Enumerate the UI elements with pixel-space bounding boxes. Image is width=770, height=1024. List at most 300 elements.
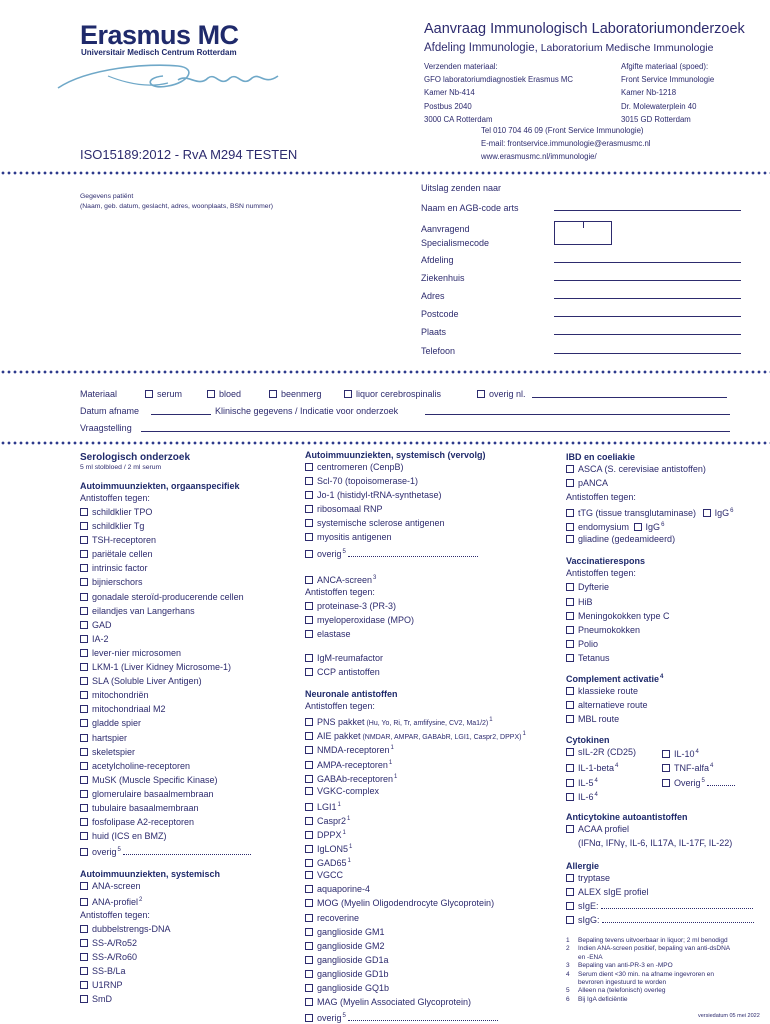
- checkbox-item[interactable]: [305, 1009, 563, 1023]
- checkbox[interactable]: [305, 463, 313, 471]
- send-line: GFO laboratoriumdiagnostiek Erasmus MC: [424, 75, 574, 85]
- checkbox[interactable]: [566, 715, 574, 723]
- item-label: schildklier Tg: [92, 521, 145, 532]
- checkbox[interactable]: [305, 956, 313, 964]
- checkbox-item[interactable]: [80, 519, 295, 533]
- checkbox-item[interactable]: [566, 476, 756, 490]
- checkbox-item[interactable]: [80, 547, 295, 561]
- subsection-sub: Antistoffen tegen:: [80, 493, 150, 503]
- checkbox-item[interactable]: [566, 637, 756, 651]
- footnote: [566, 954, 756, 962]
- checkbox-item[interactable]: [566, 774, 636, 788]
- checkbox[interactable]: [80, 705, 88, 713]
- checkbox[interactable]: [566, 640, 574, 648]
- item-label: hartspier: [92, 732, 128, 743]
- checkbox[interactable]: [305, 668, 313, 676]
- checkbox[interactable]: [80, 848, 88, 856]
- field-ziekenhuis-input[interactable]: [554, 280, 741, 281]
- checkbox-item[interactable]: [305, 784, 563, 798]
- checkbox[interactable]: [305, 505, 313, 513]
- subsection-title: [566, 674, 756, 684]
- item-label: IL-1-beta: [578, 763, 615, 774]
- checkbox[interactable]: [566, 598, 574, 606]
- footnote: [566, 945, 756, 953]
- checkbox-item[interactable]: [566, 745, 636, 759]
- checkbox-item[interactable]: [305, 868, 563, 882]
- erasmus-signature-logo: [48, 58, 288, 103]
- material-overig-input[interactable]: [532, 397, 727, 398]
- checkbox-item[interactable]: [305, 516, 563, 530]
- checkbox[interactable]: [305, 477, 313, 485]
- anca-list: [305, 599, 563, 641]
- checkbox-item[interactable]: [80, 964, 295, 978]
- checkbox-item[interactable]: [305, 854, 563, 868]
- footnotes: [566, 937, 756, 1004]
- deliver-line: Kamer Nb-1218: [621, 88, 677, 98]
- footnote-ref: 4: [695, 749, 699, 756]
- checkbox[interactable]: [305, 1014, 313, 1022]
- checkbox[interactable]: [80, 578, 88, 586]
- checkbox[interactable]: [80, 621, 88, 629]
- checkbox[interactable]: [305, 787, 313, 795]
- checkbox[interactable]: [305, 718, 313, 726]
- fill-line[interactable]: [707, 778, 735, 786]
- checkbox[interactable]: [566, 825, 574, 833]
- item-label: recoverine: [317, 912, 360, 923]
- footnote-ref: 1: [390, 745, 394, 752]
- checkbox[interactable]: [566, 479, 574, 487]
- checkbox[interactable]: [566, 583, 574, 591]
- checkbox-item[interactable]: [305, 530, 563, 544]
- neuro-list: [305, 713, 563, 1023]
- checkbox-item[interactable]: [566, 462, 756, 476]
- checkbox[interactable]: [566, 874, 574, 882]
- section-title: Serologisch onderzoek: [80, 452, 191, 463]
- checkbox[interactable]: [566, 612, 574, 620]
- subsection-sub: Antistoffen tegen:: [80, 909, 150, 920]
- checkbox[interactable]: [305, 761, 313, 769]
- checkbox-item[interactable]: [566, 580, 756, 594]
- deliver-line: Dr. Molewaterplein 40: [621, 101, 697, 111]
- checkbox-item[interactable]: [80, 978, 295, 992]
- item-label: IL-6: [578, 791, 594, 802]
- checkbox[interactable]: [566, 701, 574, 709]
- checkbox[interactable]: [80, 925, 88, 933]
- footnote-number: 3: [566, 962, 570, 970]
- question-label: Vraagstelling: [80, 423, 132, 433]
- item-label: overig: [92, 847, 117, 858]
- checkbox[interactable]: [80, 995, 88, 1003]
- footnote-ref: 1: [388, 759, 393, 766]
- checkbox[interactable]: [566, 902, 574, 910]
- email[interactable]: E-mail: frontservice.immunologie@erasmusmc.nl: [481, 139, 651, 149]
- checkbox-item[interactable]: [566, 913, 756, 927]
- vac-list: [566, 580, 756, 665]
- checkbox[interactable]: [80, 981, 88, 989]
- checkbox[interactable]: [80, 635, 88, 643]
- field-plaats-input[interactable]: [554, 334, 741, 335]
- item-label: ganglioside GD1b: [317, 968, 389, 979]
- checkbox-item[interactable]: [305, 651, 563, 665]
- checkbox-item[interactable]: [80, 829, 295, 843]
- checkbox-item[interactable]: [566, 759, 636, 773]
- dotted-divider: [0, 370, 770, 374]
- footnote-ref: 6: [730, 508, 734, 515]
- item-label: intrinsic factor: [92, 563, 148, 574]
- checkbox[interactable]: [269, 390, 277, 398]
- checkbox[interactable]: [305, 871, 313, 879]
- specialism-code-box[interactable]: [554, 221, 612, 245]
- checkbox[interactable]: [703, 509, 711, 517]
- checkbox[interactable]: [80, 818, 88, 826]
- checkbox-item[interactable]: [305, 627, 563, 641]
- deliver-address: [621, 60, 714, 126]
- checkbox-item[interactable]: [305, 840, 563, 854]
- checkbox-item[interactable]: [662, 759, 735, 773]
- checkbox[interactable]: [80, 691, 88, 699]
- checkbox[interactable]: [80, 719, 88, 727]
- subsection-title: Neuronale antistoffen: [305, 689, 398, 700]
- field-adres-input[interactable]: [554, 298, 741, 299]
- checkbox[interactable]: [80, 564, 88, 572]
- option-label: overig nl.: [489, 389, 526, 399]
- item-label: tubulaire basaalmembraan: [92, 802, 199, 813]
- checkbox[interactable]: [80, 762, 88, 770]
- item-label: gliadine (gedeamideerd): [578, 534, 676, 545]
- checkbox-item[interactable]: [80, 893, 295, 907]
- field-label-aanvragend: Aanvragend: [421, 224, 470, 234]
- checkbox[interactable]: [80, 939, 88, 947]
- checkbox[interactable]: [305, 746, 313, 754]
- checkbox[interactable]: [80, 898, 88, 906]
- checkbox[interactable]: [80, 967, 88, 975]
- checkbox-item[interactable]: [80, 922, 295, 936]
- checkbox-item[interactable]: [305, 727, 563, 741]
- checkbox[interactable]: [566, 626, 574, 634]
- field-postcode-input[interactable]: [554, 316, 741, 317]
- checkbox[interactable]: [80, 649, 88, 657]
- send-line: Kamer Nb-414: [424, 88, 475, 98]
- checkbox-item[interactable]: [80, 533, 295, 547]
- footnote-ref: 1: [337, 801, 341, 808]
- field-label-postcode: Postcode: [421, 309, 459, 319]
- checkbox-item[interactable]: [305, 995, 563, 1009]
- ibd-endomysium[interactable]: [566, 518, 756, 532]
- material-serum[interactable]: [145, 389, 182, 399]
- checkbox[interactable]: [305, 970, 313, 978]
- footnote: [566, 979, 756, 987]
- checkbox-item[interactable]: [305, 756, 563, 770]
- checkbox[interactable]: [634, 523, 642, 531]
- send-address: [424, 60, 573, 126]
- checkbox-item[interactable]: [80, 688, 295, 702]
- item-label: fosfolipase A2-receptoren: [92, 817, 195, 828]
- material-liquor[interactable]: [344, 389, 441, 399]
- checkbox[interactable]: [662, 764, 670, 772]
- subsection-title: Vaccinatierespons: [566, 556, 646, 567]
- fill-line[interactable]: [602, 915, 754, 923]
- checkbox-item[interactable]: [662, 774, 735, 788]
- item-label: gladde spier: [92, 718, 142, 729]
- checkbox[interactable]: [305, 654, 313, 662]
- checkbox[interactable]: [305, 817, 313, 825]
- checkbox[interactable]: [566, 764, 574, 772]
- checkbox[interactable]: [305, 859, 313, 867]
- checkbox-item[interactable]: [80, 745, 295, 759]
- checkbox-item[interactable]: [566, 712, 756, 726]
- footnote-text: Serum dient <30 min. na afname ingevroren en: [578, 970, 715, 978]
- field-label-ziekenhuis: Ziekenhuis: [421, 273, 465, 283]
- checkbox-item[interactable]: [80, 632, 295, 646]
- checkbox[interactable]: [80, 663, 88, 671]
- checkbox[interactable]: [566, 465, 574, 473]
- checkbox-item[interactable]: [80, 702, 295, 716]
- deliver-line: Front Service Immunologie: [621, 75, 715, 85]
- item-label: mitochondriën: [92, 690, 149, 701]
- item-label: Scl-70 (topoisomerase-1): [317, 476, 419, 487]
- item-label: IL-10: [674, 749, 695, 760]
- checkbox[interactable]: [80, 522, 88, 530]
- checkbox-item[interactable]: [80, 561, 295, 575]
- item-label: ANA-profiel: [92, 897, 139, 908]
- checkbox-item[interactable]: [305, 713, 563, 727]
- checkbox-item[interactable]: [305, 925, 563, 939]
- checkbox[interactable]: [305, 899, 313, 907]
- checkbox-item[interactable]: [305, 488, 563, 502]
- checkbox-item[interactable]: [80, 992, 295, 1006]
- checkbox-item[interactable]: [566, 899, 756, 913]
- checkbox[interactable]: [80, 804, 88, 812]
- checkbox[interactable]: [305, 533, 313, 541]
- checkbox-item[interactable]: [80, 815, 295, 829]
- checkbox-item[interactable]: [566, 698, 756, 712]
- checkbox-item[interactable]: [80, 936, 295, 950]
- item-label: lever-nier microsomen: [92, 647, 182, 658]
- checkbox-item[interactable]: [305, 665, 563, 679]
- checkbox[interactable]: [305, 998, 313, 1006]
- checkbox[interactable]: [207, 390, 215, 398]
- checkbox[interactable]: [566, 779, 574, 787]
- checkbox[interactable]: [662, 779, 670, 787]
- checkbox-item[interactable]: [305, 939, 563, 953]
- item-label: systemische sclerose antigenen: [317, 518, 445, 529]
- item-label: Meningokokken type C: [578, 610, 670, 621]
- checkbox[interactable]: [305, 491, 313, 499]
- checkbox[interactable]: [305, 602, 313, 610]
- checkbox[interactable]: [566, 687, 574, 695]
- checkbox-item[interactable]: [566, 788, 636, 802]
- checkbox-item[interactable]: [80, 759, 295, 773]
- checkbox[interactable]: [305, 942, 313, 950]
- checkbox-item[interactable]: [305, 981, 563, 995]
- checkbox[interactable]: [305, 928, 313, 936]
- fill-line[interactable]: [348, 549, 478, 557]
- item-label: ANCA-screen: [317, 574, 373, 585]
- ibd-ttg[interactable]: [566, 504, 756, 518]
- checkbox[interactable]: [80, 882, 88, 890]
- fill-line[interactable]: [123, 847, 251, 855]
- checkbox-item[interactable]: [80, 787, 295, 801]
- checkbox-item[interactable]: [80, 879, 295, 893]
- checkbox-item[interactable]: [305, 812, 563, 826]
- checkbox[interactable]: [80, 607, 88, 615]
- checkbox[interactable]: [566, 793, 574, 801]
- checkbox-item[interactable]: [305, 967, 563, 981]
- checkbox[interactable]: [80, 832, 88, 840]
- checkbox[interactable]: [566, 509, 574, 517]
- checkbox-item[interactable]: [80, 646, 295, 660]
- cyto-left: [566, 745, 636, 801]
- checkbox[interactable]: [305, 732, 313, 740]
- checkbox-item[interactable]: [305, 911, 563, 925]
- checkbox[interactable]: [305, 885, 313, 893]
- fill-line[interactable]: [601, 901, 753, 909]
- acaa-detail: (IFNα, IFNγ, IL-6, IL17A, IL-17F, IL-22): [578, 838, 733, 849]
- checkbox[interactable]: [80, 953, 88, 961]
- checkbox-item[interactable]: [566, 595, 756, 609]
- footnote-number: 4: [566, 970, 570, 978]
- item-label: SLA (Soluble Liver Antigen): [92, 676, 202, 687]
- checkbox-item[interactable]: [305, 741, 563, 755]
- checkbox-item[interactable]: [305, 826, 563, 840]
- item-label: sIL-2R (CD25): [578, 747, 637, 758]
- field-label-telefoon: Telefoon: [421, 346, 456, 356]
- checkbox[interactable]: [566, 916, 574, 924]
- checkbox-item[interactable]: [80, 505, 295, 519]
- checkbox[interactable]: [305, 519, 313, 527]
- field-telefoon-input[interactable]: [554, 353, 741, 354]
- checkbox-item[interactable]: [80, 843, 295, 857]
- checkbox[interactable]: [305, 914, 313, 922]
- checkbox-item[interactable]: [566, 871, 756, 885]
- item-label: ribosomaal RNP: [317, 504, 383, 515]
- checkbox[interactable]: [344, 390, 352, 398]
- checkbox[interactable]: [566, 535, 574, 543]
- checkbox[interactable]: [80, 508, 88, 516]
- checkbox-item[interactable]: [80, 618, 295, 632]
- checkbox[interactable]: [305, 831, 313, 839]
- checkbox-item[interactable]: [305, 798, 563, 812]
- checkbox-item[interactable]: [305, 770, 563, 784]
- field-label-adres: Adres: [421, 291, 445, 301]
- footnote-ref: 3: [373, 574, 377, 581]
- field-arts-input[interactable]: [554, 210, 741, 211]
- subsection-title: Cytokinen: [566, 735, 610, 746]
- checkbox[interactable]: [80, 734, 88, 742]
- checkbox-item[interactable]: [80, 773, 295, 787]
- checkbox-item[interactable]: [80, 716, 295, 730]
- checkbox-item[interactable]: [566, 885, 756, 899]
- checkbox[interactable]: [305, 616, 313, 624]
- clinical-input[interactable]: [425, 414, 730, 415]
- fill-line[interactable]: [348, 1013, 498, 1021]
- checkbox[interactable]: [80, 790, 88, 798]
- deliver-line: 3015 GD Rotterdam: [621, 114, 691, 124]
- checkbox[interactable]: [305, 984, 313, 992]
- checkbox-item[interactable]: [305, 613, 563, 627]
- checkbox[interactable]: [662, 750, 670, 758]
- checkbox[interactable]: [477, 390, 485, 398]
- checkbox[interactable]: [305, 845, 313, 853]
- checkbox[interactable]: [305, 550, 313, 558]
- checkbox-item[interactable]: [80, 950, 295, 964]
- checkbox[interactable]: [145, 390, 153, 398]
- deliver-label: Afgifte materiaal (spoed):: [621, 62, 709, 71]
- checkbox[interactable]: [305, 803, 313, 811]
- option-label: bloed: [219, 389, 242, 399]
- checkbox-item[interactable]: [662, 745, 735, 759]
- checkbox-item[interactable]: [305, 882, 563, 896]
- checkbox-item[interactable]: [305, 953, 563, 967]
- item-label: VGKC-complex: [317, 785, 380, 796]
- checkbox-item[interactable]: [305, 599, 563, 613]
- footnote-ref: 4: [594, 777, 598, 784]
- checkbox-item[interactable]: [80, 604, 295, 618]
- checkbox-item[interactable]: [80, 674, 295, 688]
- footnote-ref: 2: [139, 897, 143, 904]
- checkbox-item[interactable]: [305, 896, 563, 910]
- checkbox-item[interactable]: [80, 590, 295, 604]
- checkbox[interactable]: [305, 775, 313, 783]
- item-label: VGCC: [317, 870, 344, 881]
- item-label: huid (ICS en BMZ): [92, 831, 167, 842]
- checkbox-item[interactable]: [566, 684, 756, 698]
- checkbox-item[interactable]: [305, 502, 563, 516]
- checkbox[interactable]: [80, 677, 88, 685]
- checkbox[interactable]: [305, 576, 313, 584]
- date-input[interactable]: [151, 414, 211, 415]
- checkbox-item[interactable]: [80, 575, 295, 589]
- item-label: Polio: [578, 638, 599, 649]
- website[interactable]: www.erasmusmc.nl/immunologie/: [481, 152, 597, 162]
- checkbox-item[interactable]: [80, 660, 295, 674]
- checkbox[interactable]: [80, 593, 88, 601]
- checkbox[interactable]: [80, 748, 88, 756]
- checkbox[interactable]: [80, 550, 88, 558]
- checkbox[interactable]: [566, 654, 574, 662]
- patient-label: Gegevens patiënt: [80, 193, 134, 200]
- checkbox[interactable]: [80, 536, 88, 544]
- acaa-profiel[interactable]: [566, 822, 756, 836]
- ibd-gliadine[interactable]: [566, 532, 756, 546]
- checkbox-item[interactable]: [566, 609, 756, 623]
- checkbox-item[interactable]: [80, 731, 295, 745]
- question-input[interactable]: [141, 431, 730, 432]
- col-ibd: [566, 452, 756, 1004]
- checkbox-item[interactable]: [305, 460, 563, 474]
- checkbox[interactable]: [566, 748, 574, 756]
- checkbox-item[interactable]: [305, 474, 563, 488]
- checkbox[interactable]: [305, 630, 313, 638]
- material-overig[interactable]: [477, 389, 526, 399]
- material-bloed[interactable]: [207, 389, 241, 399]
- anca-screen[interactable]: [305, 571, 563, 585]
- checkbox[interactable]: [566, 523, 574, 531]
- checkbox-item[interactable]: [80, 801, 295, 815]
- material-beenmerg[interactable]: [269, 389, 322, 399]
- checkbox[interactable]: [566, 888, 574, 896]
- checkbox-item[interactable]: [566, 623, 756, 637]
- field-afdeling-input[interactable]: [554, 262, 741, 263]
- item-detail: (Hu, Yo, Ri, Tr, amfifysine, CV2, Ma1/2): [364, 720, 489, 728]
- checkbox-item[interactable]: [566, 651, 756, 665]
- item-detail: (NMDAR, AMPAR, GABAbR, LGI1, Caspr2, DPPX): [360, 734, 522, 742]
- department: [424, 42, 713, 54]
- item-label: acetylcholine-receptoren: [92, 760, 191, 771]
- col-systemisch: [305, 450, 563, 1023]
- checkbox-item[interactable]: [305, 545, 563, 559]
- checkbox[interactable]: [80, 776, 88, 784]
